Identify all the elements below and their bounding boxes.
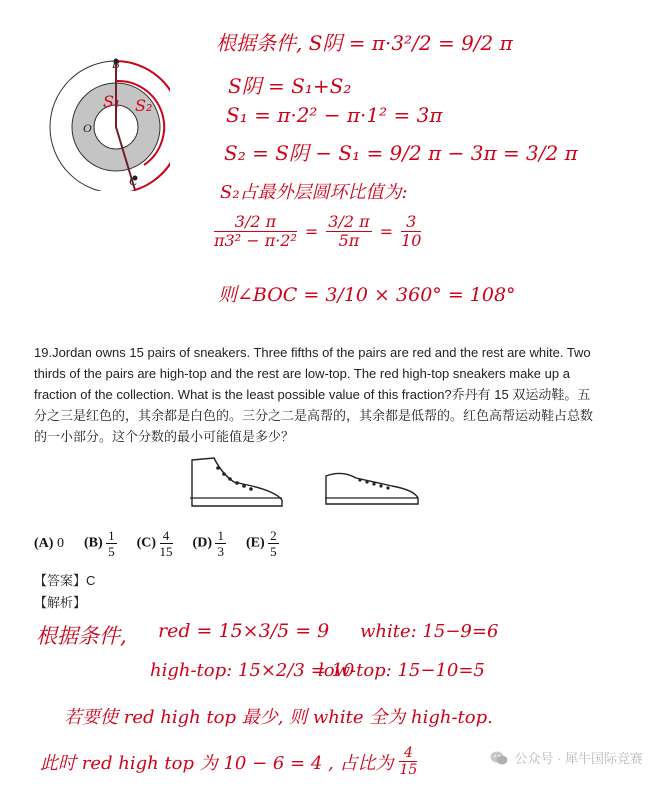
ratio-expression: $\frac{3/2 \pi}{\text{π3² − π·2²}}$ = $\frac{3/2 \pi}{5\pi}$ = $\frac{3}{10}$ — [214, 212, 422, 250]
wechat-icon — [490, 750, 508, 766]
concentric-rings-figure — [34, 55, 170, 191]
ratio-numerator: 3/2 π — [214, 214, 297, 232]
watermark — [490, 748, 643, 767]
choice-e: (E) $\frac{2}{5}$ — [245, 528, 277, 559]
analysis-tag: 【解析】 — [34, 595, 87, 610]
problem-text: 19.Jordan owns 15 pairs of sneakers. Three fifths of the pairs are red and the rest are white. Two thirds of the pairs are high-top and the rest are low-top. The red high-top sneakers make up a fraction of the collection. What is the least possible value of this fraction?乔丹有 15 双运动鞋。五分之三是红色的，其余都是白色的。三分之二是高帮的，其余都是低帮的。红色高帮运动鞋占总数的一小部分。这个分数的最小可能值是多少？ — [34, 345, 594, 444]
answer-choices — [34, 529, 279, 558]
solution-line-1c: white: 15−9=6 — [360, 621, 499, 642]
solution-line-3: 若要使 red high top 最少, 则 white 全为 high-top. — [64, 707, 493, 728]
note-line-5: S₂占最外层圆环比值为: — [220, 182, 408, 203]
point-b-label: B — [112, 57, 120, 71]
choice-d: (D) $\frac{1}{3}$ — [192, 528, 224, 559]
note-line-7: 则∠BOC = 3/10 × 360° = 108° — [218, 284, 516, 306]
point-c-label: C — [129, 174, 138, 188]
solution-fraction-denominator: 15 — [399, 762, 418, 778]
s2-label: S₂ — [135, 96, 153, 115]
choice-a: (A) 0 — [34, 535, 64, 551]
note-line-4: S₂ = S阴 − S₁ = 9/2 π − 3π = 3/2 π — [224, 141, 578, 165]
note-line-3: S₁ = π·2² − π·1² = 3π — [226, 103, 443, 127]
solution-line-1b: red = 15×3/5 = 9 — [158, 620, 330, 642]
high-top-sneaker-image — [186, 456, 286, 512]
ratio-eq-numerator: 3/2 π — [328, 212, 370, 231]
solution-line-1a: 根据条件, — [36, 624, 127, 648]
solution-fraction-numerator: 4 — [399, 746, 417, 762]
choice-b: (B) $\frac{1}{5}$ — [83, 528, 115, 559]
solution-line-2a: high-top: 15×2/3 = 10 — [150, 660, 355, 681]
ratio-denominator: π3² − π·2² — [214, 231, 297, 250]
note-line-1: 根据条件, S阴 = π·3²/2 = 9/2 π — [216, 31, 513, 55]
answer-tag: 【答案】C — [34, 573, 96, 588]
solution-line-4 — [40, 746, 417, 777]
choice-c: (C) $\frac{4}{15}$ — [136, 528, 173, 559]
s1-label: S₁ — [103, 92, 121, 111]
low-top-sneaker-image — [322, 468, 422, 510]
ratio-result-numerator: 3 — [401, 214, 421, 232]
note-line-2: S阴 = S₁+S₂ — [228, 74, 352, 98]
solution-line-2b: low-top: 15−10=5 — [318, 660, 485, 681]
solution-line-4-text: 此时 red high top 为 10 − 6 = 4 , 占比为 — [40, 752, 394, 774]
watermark-text: 公众号 · 犀牛国际竞赛 — [514, 751, 643, 766]
ratio-result-denominator: 10 — [401, 231, 422, 250]
point-o-label: O — [83, 121, 92, 135]
ratio-eq-denominator: 5π — [338, 231, 360, 250]
